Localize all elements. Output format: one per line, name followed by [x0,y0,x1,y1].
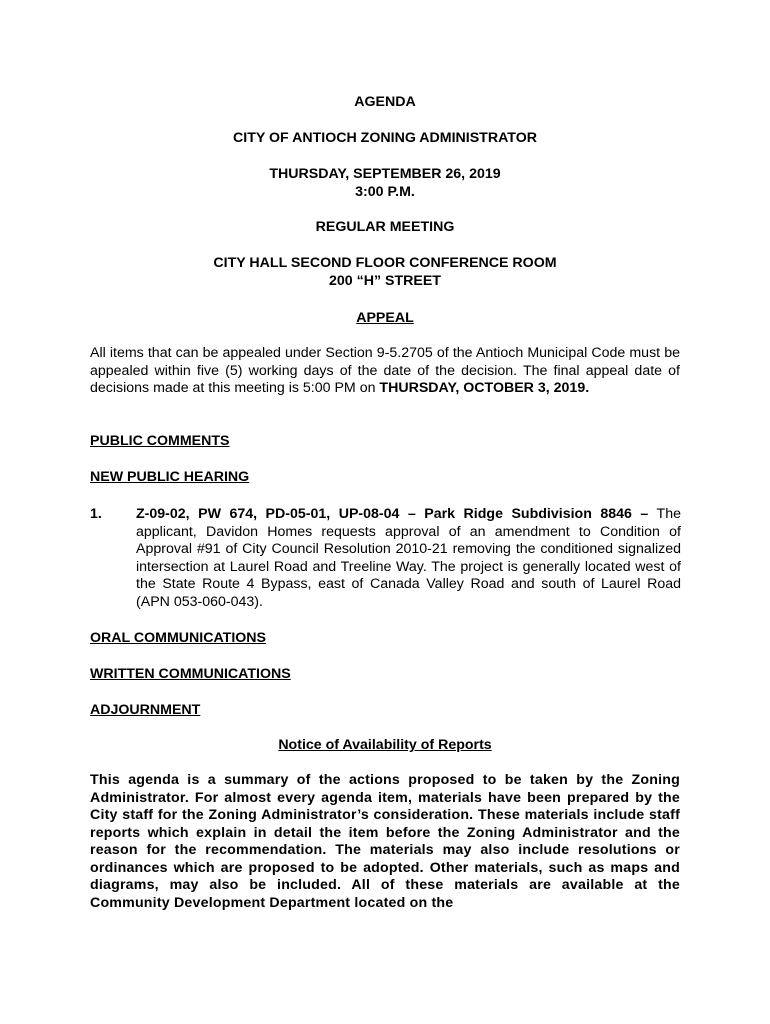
item-1-body [136,506,681,611]
item-title: Z-09-02, PW 674, PD-05-01, UP-08-04 – Park Ridge Subdivision 8846 – [136,506,649,522]
written-communications-heading: WRITTEN COMMUNICATIONS [90,666,291,682]
item-description: The applicant, Davidon Homes requests approval of an amendment to Condition of Approval #91 of City Council Resolution 2010-21 removing the conditioned signalized intersection at Laurel Road and Treeline Way. The project is generally located west of the State Route 4 Bypass, east of Canada Valley Road and south of Laurel Road (APN 053-060-043). [136,506,681,610]
appeal-heading-text: APPEAL [356,310,414,326]
item-number: 1. [90,506,102,522]
agenda-title: AGENDA [354,94,416,110]
meeting-date: THURSDAY, SEPTEMBER 26, 2019 [269,166,501,182]
adjournment-heading: ADJOURNMENT [90,702,201,718]
appeal-deadline: THURSDAY, OCTOBER 3, 2019. [379,380,590,396]
meeting-time: 3:00 P.M. [355,184,415,200]
new-public-hearing-heading: NEW PUBLIC HEARING [90,469,250,485]
appeal-heading [0,310,770,328]
oral-communications-heading: ORAL COMMUNICATIONS [90,630,267,646]
location-room: CITY HALL SECOND FLOOR CONFERENCE ROOM [213,255,557,271]
public-comments-heading: PUBLIC COMMENTS [90,433,230,449]
notice-paragraph: This agenda is a summary of the actions proposed to be taken by the Zoning Administrator. For almost every agenda item, materials have been prepared by the City staff for the Zoning Administrator’s consideration. These materials include staff reports which explain in detail the item before the Zoning Administrator and the reason for the recommendation. The materials may also include resolutions or ordinances which are proposed to be adopted. Other materials, such as maps and diagrams, may also be included. All of these materials are available at the Community Development Department located on the [90,772,680,911]
notice-heading-text: Notice of Availability of Reports [278,737,492,753]
body-name: CITY OF ANTIOCH ZONING ADMINISTRATOR [233,130,537,146]
meeting-type: REGULAR MEETING [315,219,455,235]
appeal-paragraph [90,345,680,398]
location-address: 200 “H” STREET [329,273,441,289]
appeal-text: All items that can be appealed under Section 9-5.2705 of the Antioch Municipal Code must be appealed within five (5) working days of the date of the decision. The final appeal date of decisions made at this meeting is 5:00 PM on [90,345,680,396]
notice-heading [0,737,770,755]
